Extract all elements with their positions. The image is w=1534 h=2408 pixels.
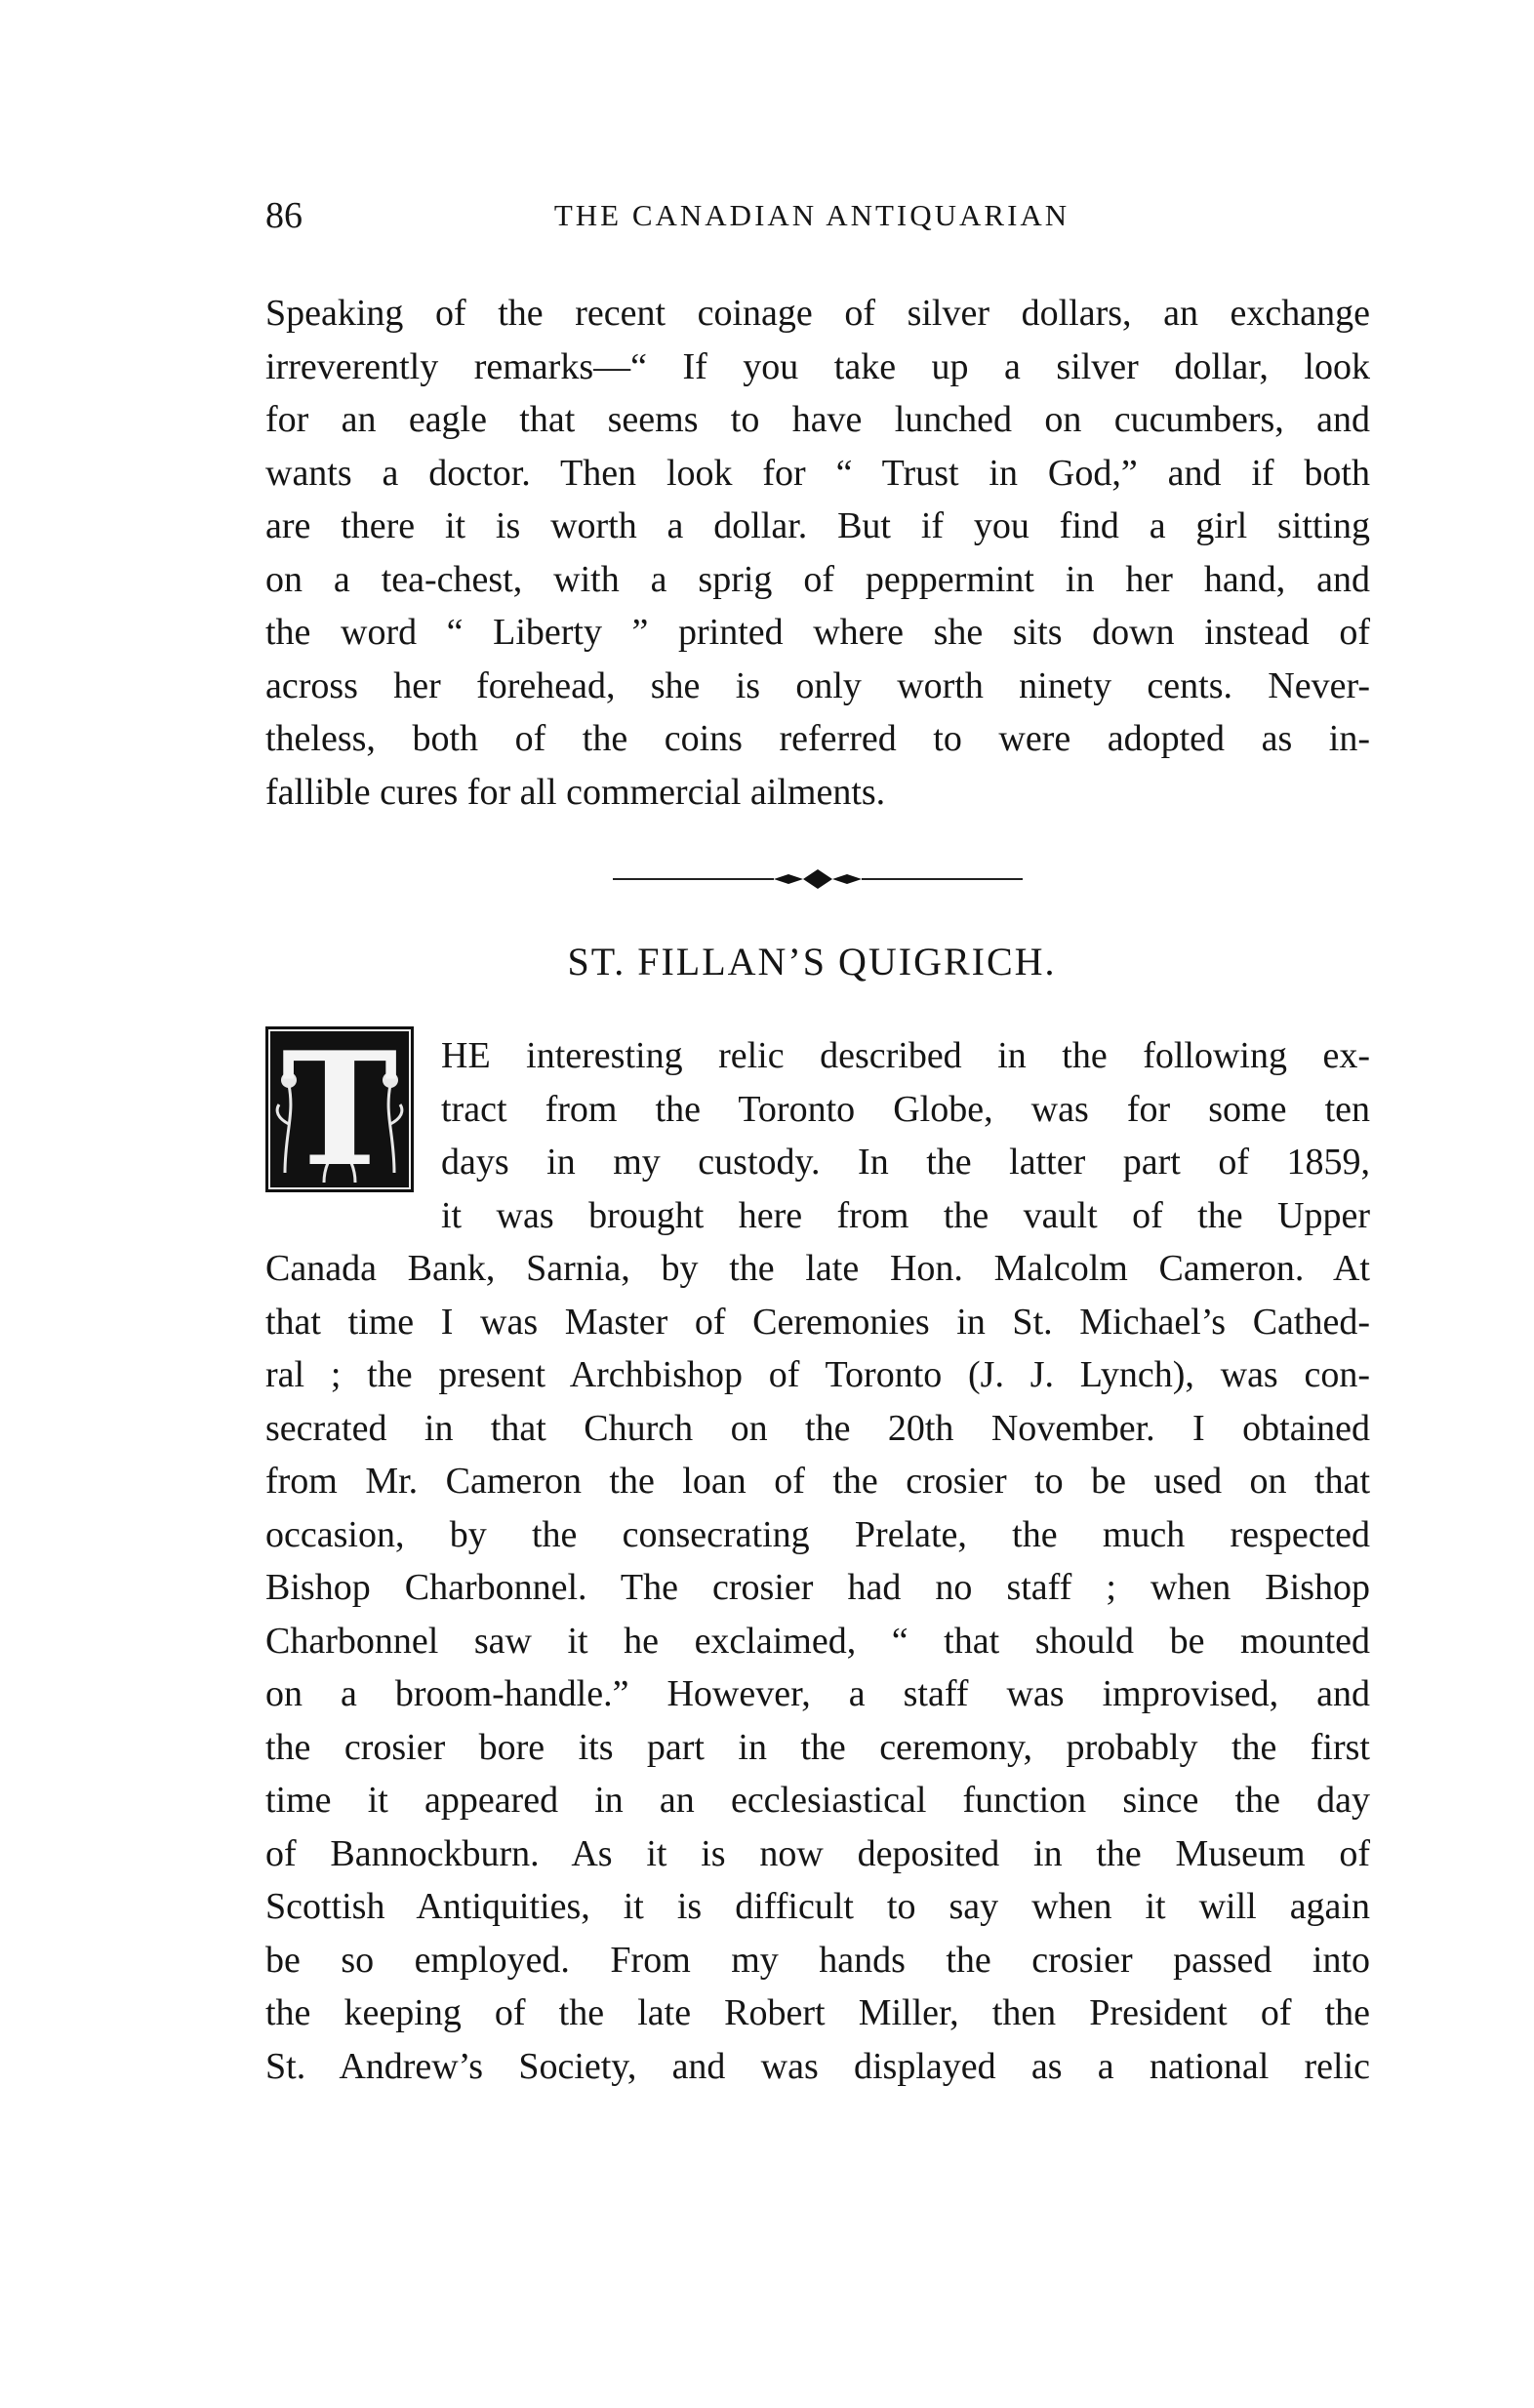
text-line: it was brought here from the vault of the Upper <box>441 1194 1370 1236</box>
text-line: secrated in that Church on the 20th November. I obtained <box>265 1407 1370 1449</box>
ornamental-initial <box>265 1018 414 1201</box>
text-line: fallible cures for all commercial ailments. <box>265 771 886 813</box>
text-line: from Mr. Cameron the loan of the crosier to be used on that <box>265 1461 1370 1502</box>
page-number: 86 <box>265 195 303 236</box>
text-line: St. Andrew’s Society, and was displayed as a national relic <box>265 2045 1370 2087</box>
text-line: occasion, by the consecrating Prelate, the much respected <box>265 1513 1370 1555</box>
text-line: time it appeared in an ecclesiastical function since the day <box>265 1780 1370 1821</box>
text-line: Charbonnel saw it he exclaimed, “ that should be mounted <box>265 1620 1370 1662</box>
text-line: theless, both of the coins referred to were adopted as in- <box>265 718 1370 759</box>
text-line: tract from the Toronto Globe, was for some ten <box>441 1088 1370 1130</box>
text-line: across her forehead, she is only worth ninety cents. Never- <box>265 664 1370 706</box>
text-line: be so employed. From my hands the crosier passed into <box>265 1939 1370 1981</box>
paragraph-quigrich-opening <box>441 1029 1370 1242</box>
text-line: Scottish Antiquities, it is difficult to say when it will again <box>265 1886 1370 1927</box>
paragraph-quigrich-body <box>265 1242 1370 2093</box>
text-line: for an eagle that seems to have lunched on cucumbers, and <box>265 399 1370 440</box>
text-line: Canada Bank, Sarnia, by the late Hon. Malcolm Cameron. At <box>265 1248 1370 1289</box>
text-line: the word “ Liberty ” printed where she sits down instead of <box>265 612 1370 653</box>
text-line: irreverently remarks—“ If you take up a silver dollar, look <box>265 345 1370 387</box>
text-line: Speaking of the recent coinage of silver dollars, an exchange <box>265 293 1370 334</box>
text-line: days in my custody. In the latter part of 1859, <box>441 1142 1370 1183</box>
text-line: ral ; the present Archbishop of Toronto (J. J. Lynch), was con- <box>265 1354 1370 1395</box>
text-line: of Bannockburn. As it is now deposited in the Museum of <box>265 1832 1370 1874</box>
text-line: the keeping of the late Robert Miller, then President of the <box>265 1992 1370 2033</box>
divider-ornament-icon <box>613 864 1023 894</box>
text-line: HE interesting relic described in the following ex- <box>441 1035 1370 1076</box>
text-line: are there it is worth a dollar. But if you find a girl sitting <box>265 505 1370 546</box>
page-header <box>265 191 1358 240</box>
text-line: Bishop Charbonnel. The crosier had no staff ; when Bishop <box>265 1567 1370 1608</box>
running-head: THE CANADIAN ANTIQUARIAN <box>553 198 1070 232</box>
text-line: the crosier bore its part in the ceremony, probably the first <box>265 1726 1370 1768</box>
text-line: that time I was Master of Ceremonies in St. Michael’s Cathed- <box>265 1301 1370 1343</box>
text-line: wants a doctor. Then look for “ Trust in God,” and if both <box>265 452 1370 494</box>
paragraph-coinage <box>265 287 1370 819</box>
text-line: on a broom-handle.” However, a staff was improvised, and <box>265 1673 1370 1714</box>
section-title: ST. FILLAN’S QUIGRICH. <box>567 940 1057 983</box>
dropcap-letter: T <box>281 1018 398 1201</box>
text-line: on a tea-chest, with a sprig of peppermint in her hand, and <box>265 558 1370 600</box>
section-divider-ornament <box>613 864 1023 894</box>
